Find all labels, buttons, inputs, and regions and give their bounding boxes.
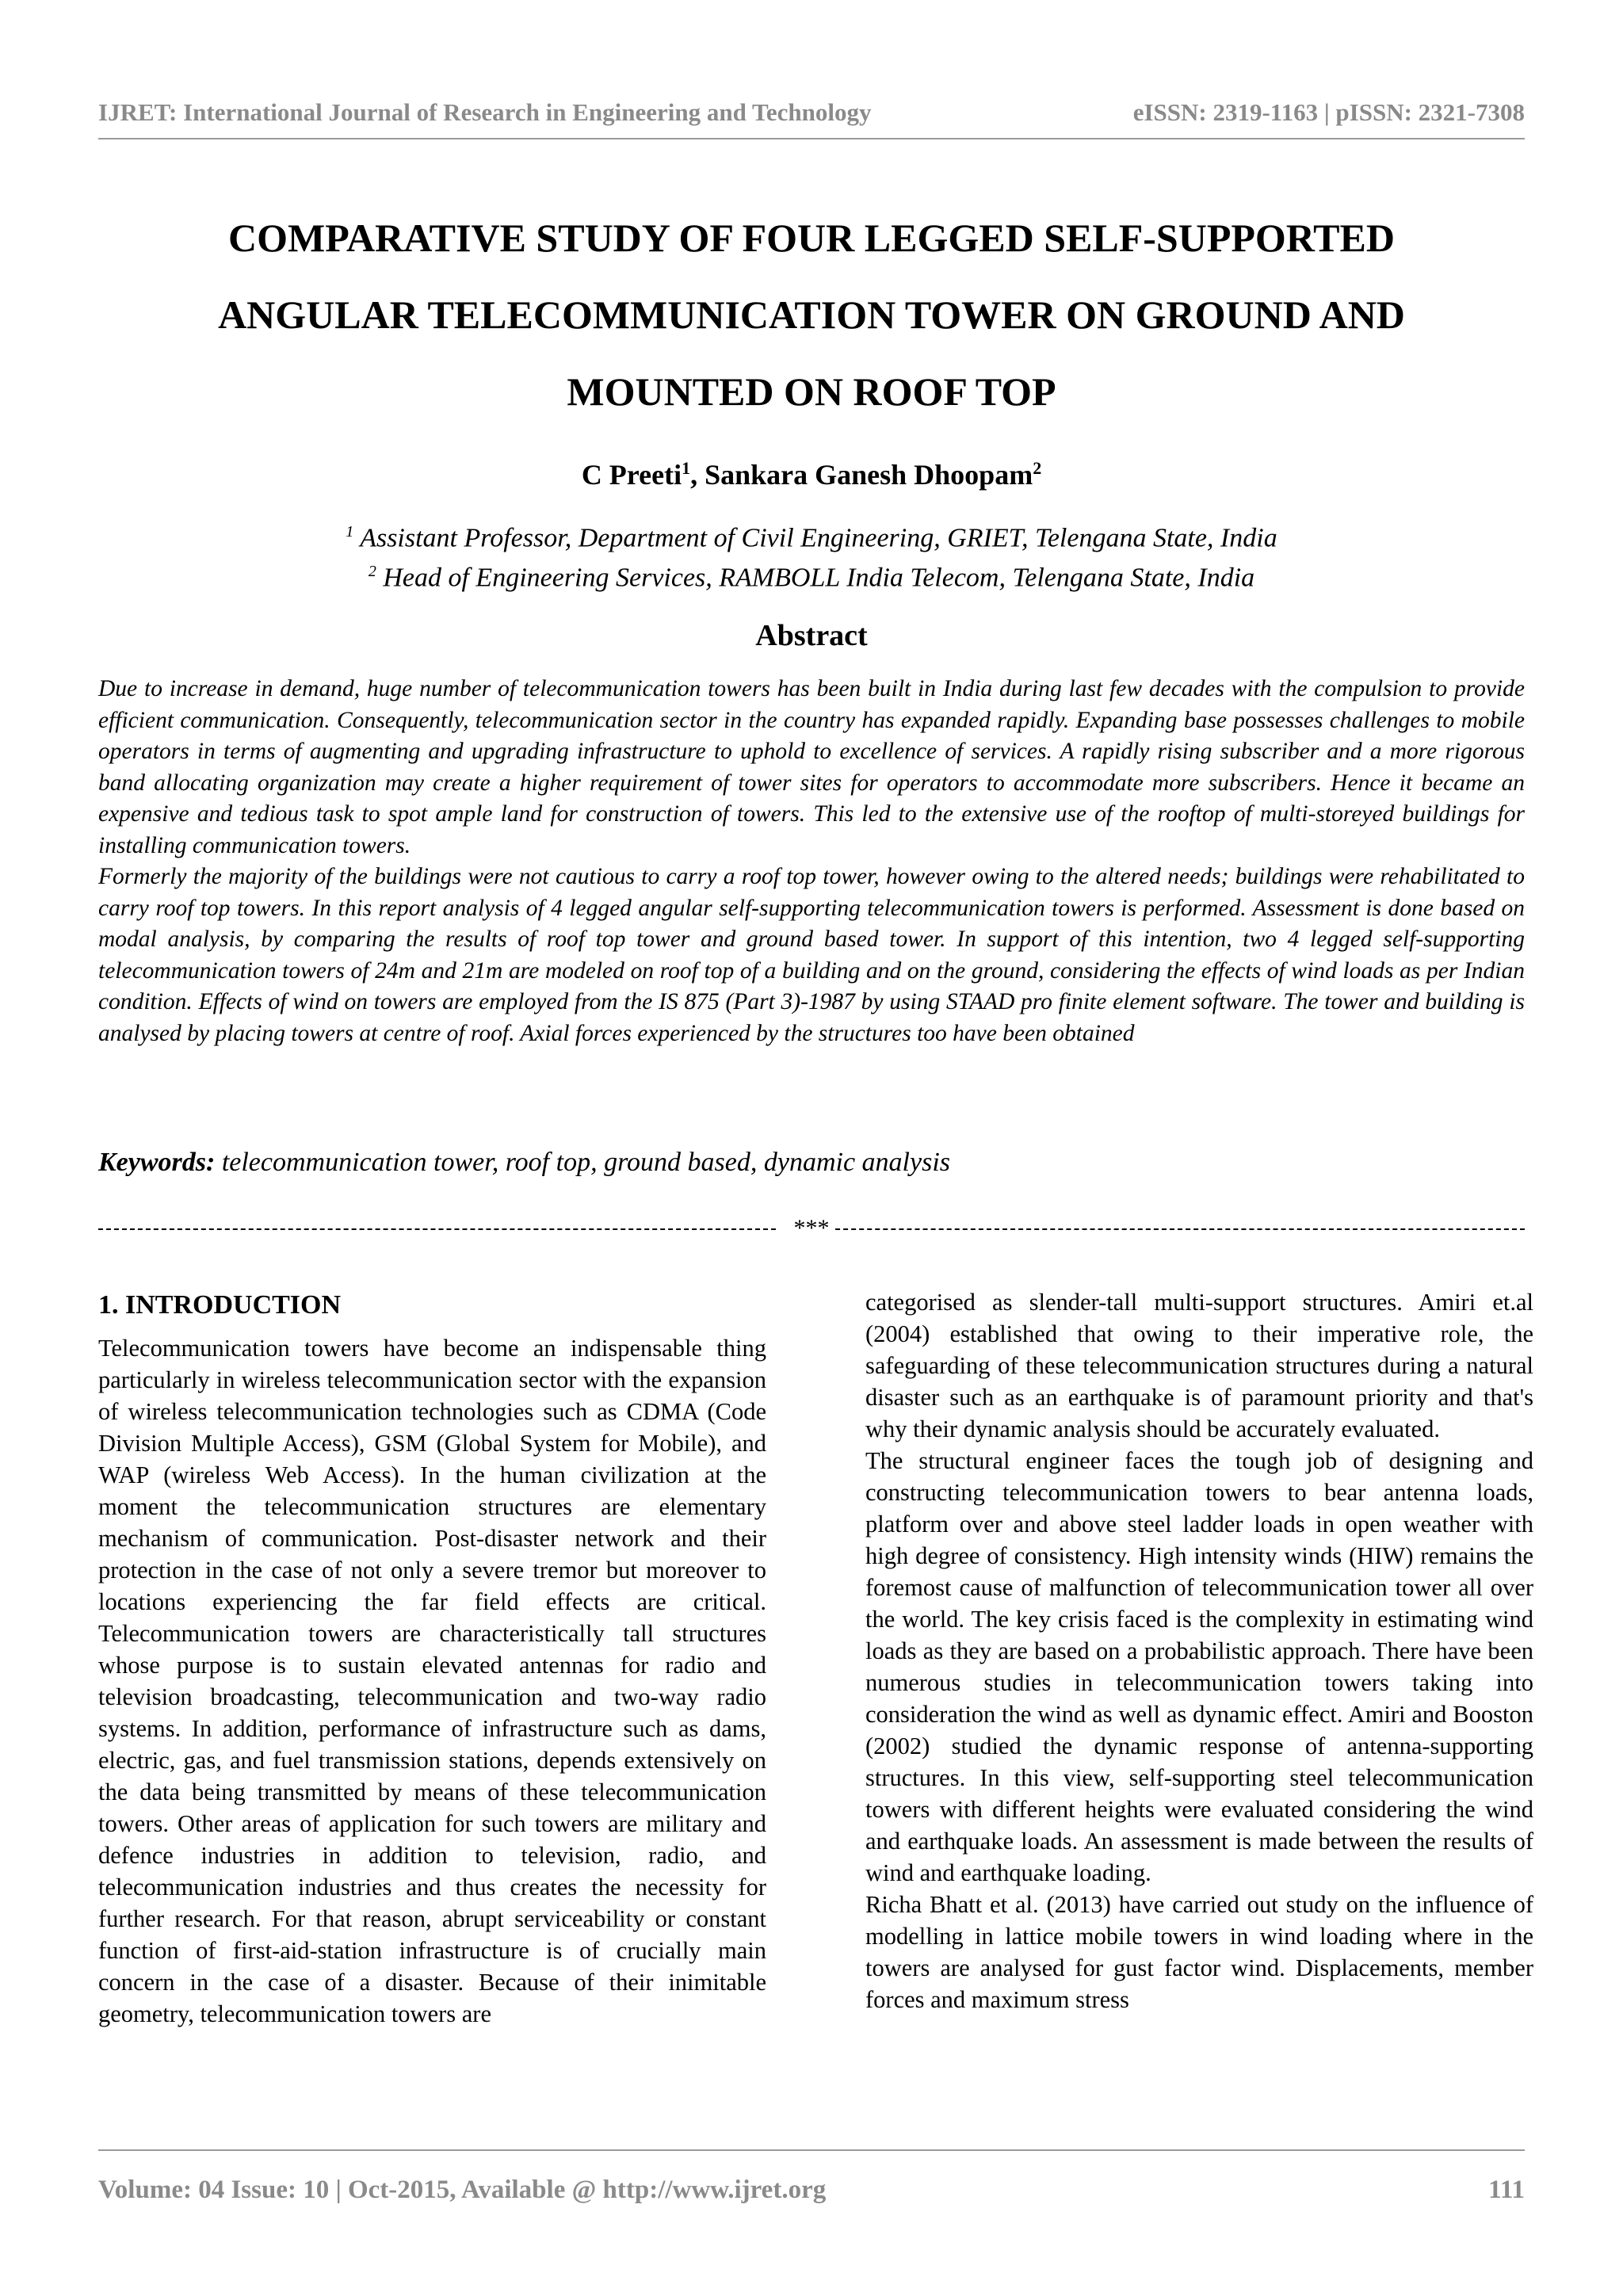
running-header — [98, 98, 1525, 127]
abstract-body — [98, 674, 1525, 1049]
separator-dash-left — [98, 1228, 776, 1230]
abstract-heading: Abstract — [755, 619, 868, 652]
left-column — [98, 1288, 766, 2030]
abstract-paragraph: Formerly the majority of the buildings were not cautious to carry a roof top tower, however owing to the altered needs; buildings were rehabilitated to carry roof top towers. In this report analysis of 4 legged angular self-supporting telecommunication towers is performed. Assessment is done based on modal analysis, by comparing the results of roof top tower and ground based tower. In support of this intention, two 4 legged self-supporting telecommunication towers of 24m and 21m are modeled on roof top of a building and on the ground, considering the effects of wind loads as per Indian condition. Effects of wind on towers are employed from the IS 875 (Part 3)-1987 by using STAAD pro finite element software. The tower and building is analysed by placing towers at centre of roof. Axial forces experienced by the structures too have been obtained — [98, 864, 1525, 1046]
affiliation-text: Head of Engineering Services, RAMBOLL India Telecom, Telengana State, India — [383, 563, 1255, 593]
section-separator — [98, 1217, 1525, 1240]
keywords-text: telecommunication tower, roof top, ground based, dynamic analysis — [221, 1148, 950, 1177]
body-paragraph: categorised as slender-tall multi-support structures. Amiri et.al (2004) established that owing to their imperative role, the safeguarding of these telecommunication structures during a natural disaster such as an earthquake is of paramount priority and that's why their dynamic analysis should be accurately evaluated. — [865, 1289, 1533, 1442]
right-column — [865, 1286, 1533, 2015]
header-rule — [98, 138, 1525, 139]
author-name: Sankara Ganesh Dhoopam — [705, 459, 1033, 491]
issn-info: eISSN: 2319-1163 | pISSN: 2321-7308 — [1132, 98, 1525, 126]
body-paragraph: The structural engineer faces the tough job of designing and constructing telecommunication towers to bear antenna loads, platform over and above steel ladder loads in open weather with high degree of consistency. High intensity winds (HIW) remains the foremost cause of malfunction of telecommunication tower all over the world. The key crisis faced is the complexity in estimating wind loads as they are based on a probabilistic approach. There have been numerous studies in telecommunication towers taking into consideration the wind as well as dynamic effect. Amiri and Booston (2002) studied the dynamic response of antenna-supporting structures. In this view, self-supporting steel telecommunication towers with different heights were evaluated considering the wind and earthquake loads. An assessment is made between the results of wind and earthquake loading. — [865, 1447, 1533, 1886]
affiliation-sup: 2 — [368, 563, 376, 581]
journal-name: IJRET: International Journal of Research in Engineering and Technology — [98, 98, 872, 126]
body-paragraph: Telecommunication towers have become an indispensable thing particularly in wireless telecommunication sector with the expansion of wireless telecommunication technologies such as CDMA (Code Division Multiple Access), GSM (Global System for Mobile), and WAP (wireless Web Access). In the human civilization at the moment the telecommunication structures are elementary mechanism of communication. Post-disaster network and their protection in the case of not only a severe tremor but moreover to locations experiencing the far field effects are critical. Telecommunication towers are characteristically tall structures whose purpose is to sustain elevated antennas for radio and television broadcasting, telecommunication and two-way radio systems. In addition, performance of infrastructure such as dams, electric, gas, and fuel transmission stations, depends extensively on the data being transmitted by means of these telecommunication towers. Other areas of application for such towers are military and defence industries in addition to television, radio, and telecommunication industries and thus creates the necessity for further research. For that reason, abrupt serviceability or constant function of first-aid-station infrastructure is of crucially main concern in the case of a disaster. Because of their inimitable geometry, telecommunication towers are — [98, 1335, 766, 2027]
volume-info: Volume: 04 Issue: 10 | Oct-2015, Available @ http://www.ijret.org — [98, 2176, 827, 2204]
author-name: C Preeti — [581, 459, 682, 491]
authors — [98, 458, 1525, 491]
affiliations — [98, 515, 1525, 595]
keywords-label: Keywords: — [98, 1148, 216, 1177]
abstract-paragraph: Due to increase in demand, huge number of telecommunication towers has been built in India during last few decades with the compulsion to provide efficient communication. Consequently, telecommunication sector in the country has expanded rapidly. Expanding base possesses challenges to mobile operators in terms of augmenting and upgrading infrastructure to uphold to excellence of services. A rapidly rising subscriber and a more rigorous band allocating organization may create a higher requirement of tower sites for operators to accommodate more subscribers. Hence it became an expensive and tedious task to spot ample land for construction of towers. This led to the extensive use of the rooftop of multi-storeyed buildings for installing communication towers. — [98, 676, 1525, 858]
body-paragraph: Richa Bhatt et al. (2013) have carried out study on the influence of modelling in lattice mobile towers in wind loading where in the towers are analysed for gust factor wind. Displacements, member forces and maximum stress — [865, 1891, 1533, 2013]
title-line: COMPARATIVE STUDY OF FOUR LEGGED SELF-SUPPORTED — [228, 216, 1395, 260]
title-line: MOUNTED ON ROOF TOP — [567, 369, 1056, 414]
affiliation-line — [98, 555, 1525, 594]
title-line: ANGULAR TELECOMMUNICATION TOWER ON GROUND AND — [218, 292, 1405, 337]
author-sup: 2 — [1033, 458, 1042, 478]
paper-title — [98, 200, 1525, 430]
affiliation-line — [98, 515, 1525, 555]
footer-rule — [98, 2149, 1525, 2151]
running-footer — [98, 2176, 1525, 2205]
affiliation-text: Assistant Professor, Department of Civil Engineering, GRIET, Telengana State, India — [360, 523, 1277, 553]
section-heading: 1. INTRODUCTION — [98, 1290, 342, 1320]
affiliation-sup: 1 — [346, 523, 354, 541]
author-sup: 1 — [682, 458, 691, 478]
author-separator: , — [690, 459, 705, 491]
separator-stars: *** — [791, 1217, 833, 1240]
page-number: 111 — [1488, 2176, 1525, 2204]
keywords — [98, 1148, 1525, 1178]
separator-dash-right — [827, 1228, 1525, 1230]
